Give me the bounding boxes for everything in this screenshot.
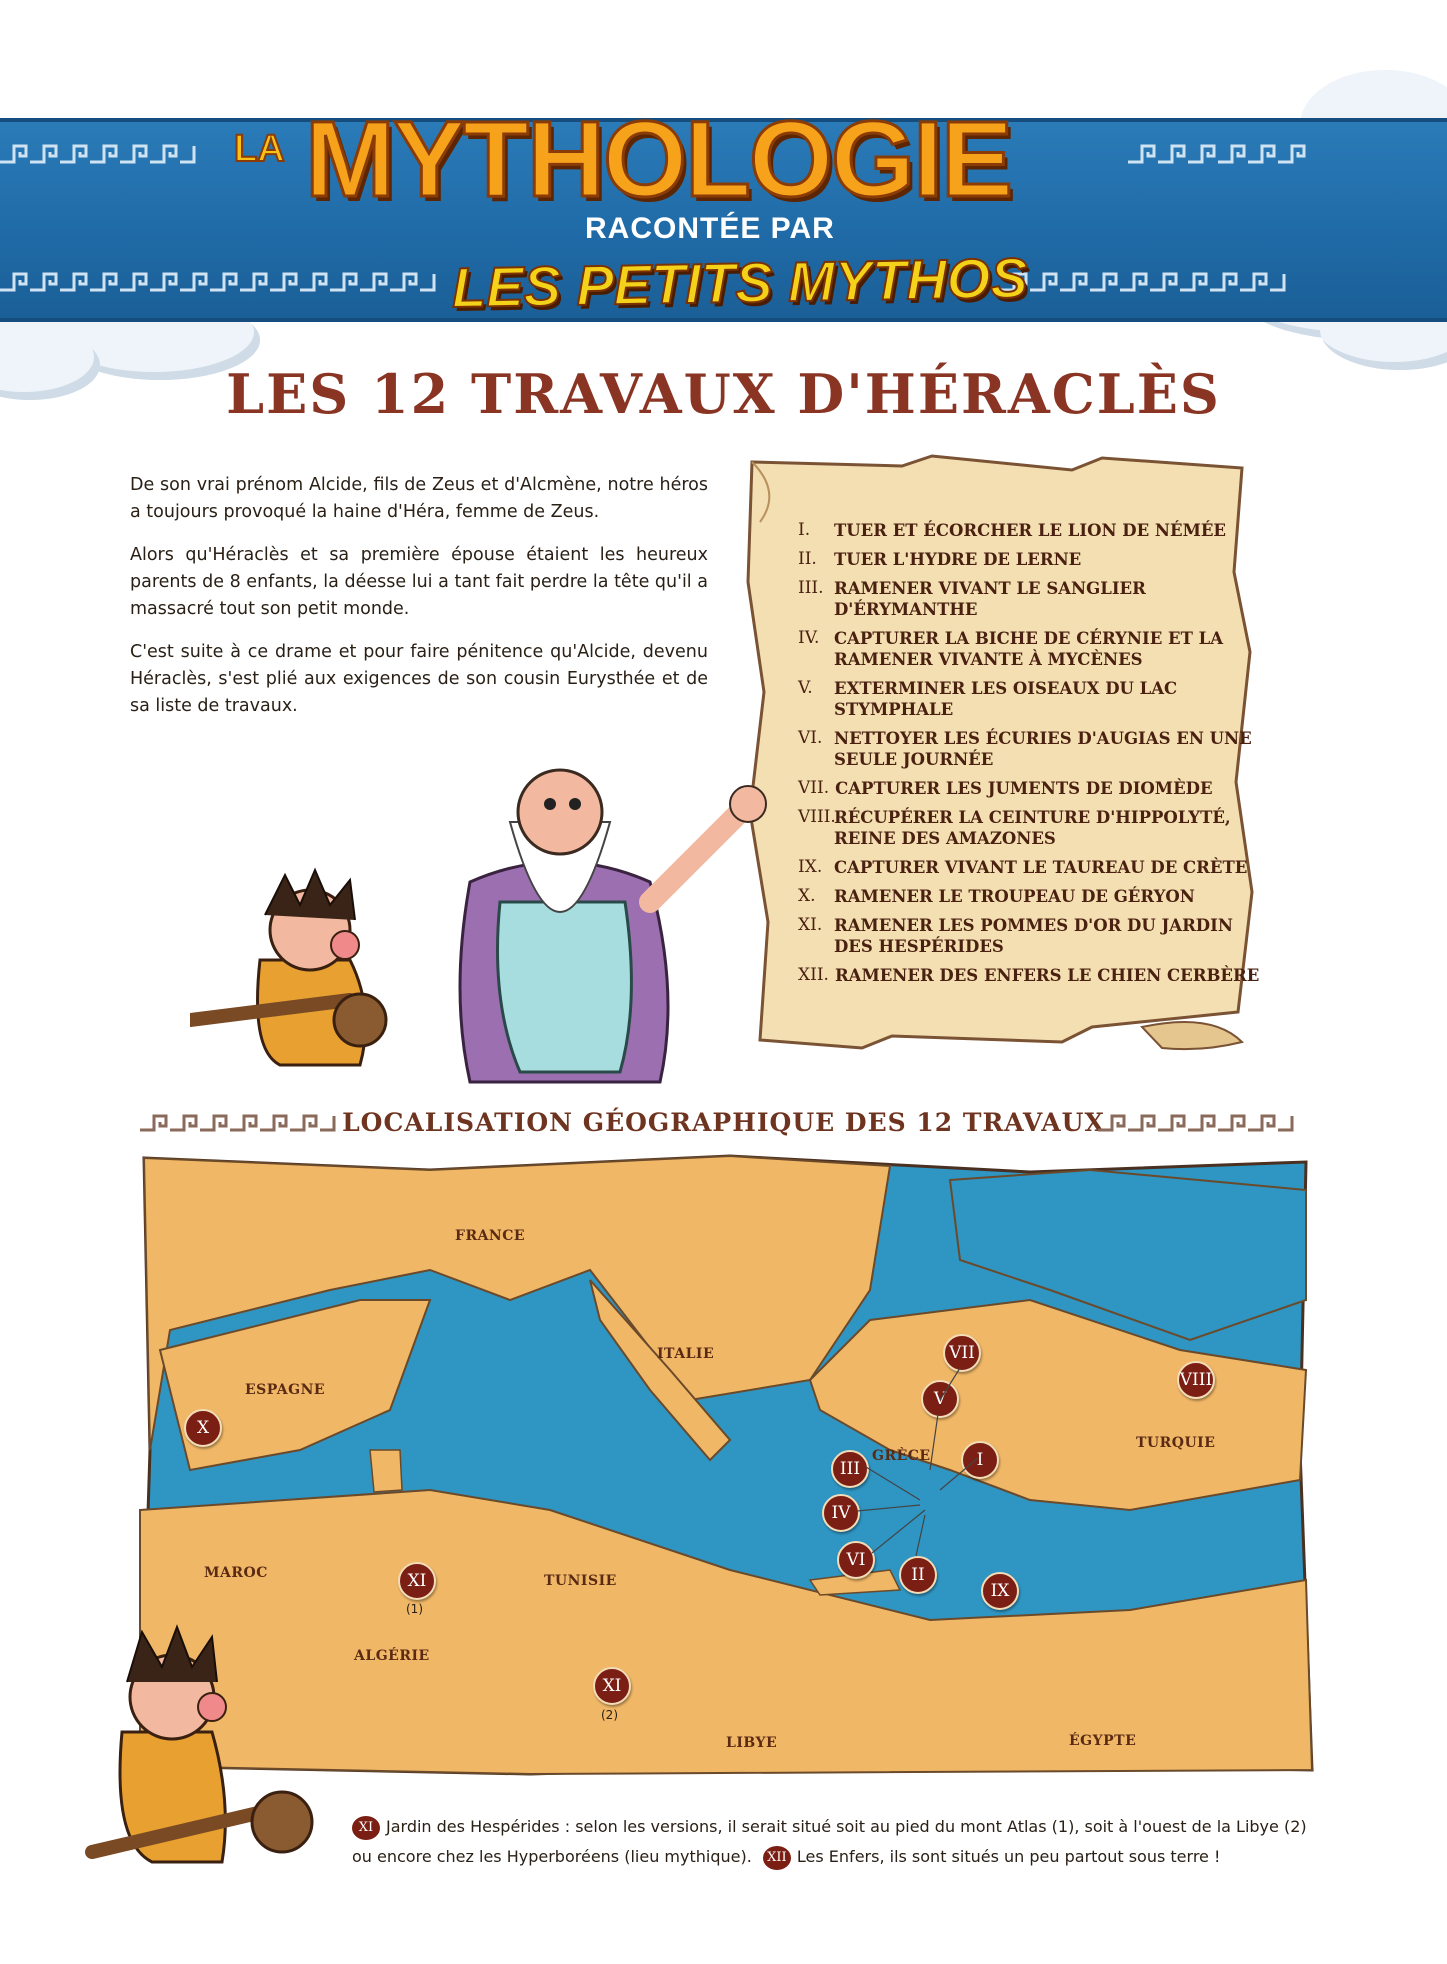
labor-number: XI.: [798, 915, 823, 935]
labor-marker-x: X: [184, 1409, 222, 1447]
page-title: LES 12 TRAVAUX D'HÉRACLÈS: [226, 362, 1221, 426]
labor-text: TUER ET ÉCORCHER LE LION DE NÉMÉE: [834, 521, 1226, 540]
logo-mythologie: MYTHOLOGIE: [305, 98, 1011, 219]
labor-item: [798, 578, 1268, 620]
labors-list: [798, 520, 1268, 994]
labor-text: RÉCUPÉRER LA CEINTURE D'HIPPOLYTÉ, REINE DES AMAZONES: [834, 808, 1231, 848]
labor-item: [798, 520, 1268, 541]
labor-number: V.: [798, 678, 813, 698]
map-label-maroc: MAROC: [204, 1565, 268, 1581]
labor-number: II.: [798, 549, 817, 569]
greek-key-ornament: [0, 268, 440, 294]
labor-marker-viii: VIII: [1177, 1361, 1215, 1399]
map-label-tunisie: TUNISIE: [544, 1573, 617, 1589]
footnote-text-xi: Jardin des Hespérides : selon les versions, il serait situé soit au pied du mont Atlas (1), soit à l'ouest de la Libye (2) ou encore chez les Hyperboréens (lieu mythique).: [352, 1817, 1307, 1866]
labor-marker-xi-1: XI: [398, 1562, 436, 1600]
labor-item: [798, 857, 1268, 878]
labor-text: CAPTURER LES JUMENTS DE DIOMÈDE: [835, 779, 1213, 798]
greek-key-ornament: [1128, 140, 1328, 166]
labor-item: [798, 915, 1268, 957]
labor-marker-ii: II: [899, 1556, 937, 1594]
map-label-algerie: ALGÉRIE: [354, 1648, 430, 1664]
labor-item: [798, 728, 1268, 770]
labor-text: RAMENER DES ENFERS LE CHIEN CERBÈRE: [834, 966, 1260, 985]
footnote-marker-xii: XII: [763, 1846, 791, 1870]
caveman-illustration: [190, 860, 420, 1070]
intro-text: [130, 472, 708, 736]
map-section-title: LOCALISATION GÉOGRAPHIQUE DES 12 TRAVAUX: [342, 1108, 1105, 1137]
intro-paragraph: C'est suite à ce drame et pour faire pénitence qu'Alcide, devenu Héraclès, s'est plié aux exigences de son cousin Eurysthée et de sa liste de travaux.: [130, 642, 708, 716]
logo-la: LA: [234, 128, 285, 170]
labor-text: RAMENER LE TROUPEAU DE GÉRYON: [834, 887, 1195, 906]
labor-item: [798, 628, 1268, 670]
marker-note-2: (2): [601, 1708, 618, 1722]
labor-number: IV.: [798, 628, 820, 648]
labor-text: NETTOYER LES ÉCURIES D'AUGIAS EN UNE SEULE JOURNÉE: [834, 729, 1252, 769]
map-footnote: [352, 1812, 1312, 1872]
logo-racontee-par: RACONTÉE PAR: [585, 212, 835, 245]
labor-marker-vi: VI: [837, 1541, 875, 1579]
labor-marker-iii: III: [831, 1450, 869, 1488]
logo-les-petits-mythos: LES PETITS MYTHOS: [451, 245, 1029, 320]
labor-text: TUER L'HYDRE DE LERNE: [834, 550, 1082, 569]
labor-text: EXTERMINER LES OISEAUX DU LAC STYMPHALE: [834, 679, 1178, 719]
labor-number: VIII.: [798, 807, 836, 827]
labor-text: RAMENER VIVANT LE SANGLIER D'ÉRYMANTHE: [834, 579, 1146, 619]
footnote-marker-xi: XI: [352, 1816, 380, 1840]
labor-marker-xi-2: XI: [593, 1667, 631, 1705]
labor-marker-i: I: [961, 1441, 999, 1479]
map-label-italie: ITALIE: [657, 1346, 715, 1362]
labor-item: [798, 965, 1268, 986]
labor-text: RAMENER LES POMMES D'OR DU JARDIN DES HESPÉRIDES: [834, 916, 1233, 956]
greek-key-ornament: [0, 140, 200, 166]
map-label-egypte: ÉGYPTE: [1069, 1733, 1137, 1749]
map-label-libye: LIBYE: [726, 1735, 778, 1751]
labor-marker-vii: VII: [943, 1334, 981, 1372]
labor-marker-v: V: [921, 1380, 959, 1418]
map-label-grece: GRÈCE: [872, 1448, 931, 1464]
labor-number: I.: [798, 520, 811, 540]
greek-key-ornament: [1098, 1110, 1298, 1136]
labor-number: IX.: [798, 857, 823, 877]
labor-text: CAPTURER VIVANT LE TAUREAU DE CRÈTE: [834, 858, 1248, 877]
labor-number: VI.: [798, 728, 823, 748]
labor-item: [798, 886, 1268, 907]
marker-note-1: (1): [406, 1602, 423, 1616]
greek-key-ornament: [1000, 268, 1300, 294]
intro-paragraph: Alors qu'Héraclès et sa première épouse étaient les heureux parents de 8 enfants, la déesse lui a tant fait perdre la tête qu'il a massacré tout son petit monde.: [130, 545, 708, 619]
old-man-illustration: [410, 752, 780, 1092]
labor-text: CAPTURER LA BICHE DE CÉRYNIE ET LA RAMENER VIVANTE À MYCÈNES: [834, 629, 1224, 669]
labor-marker-ix: IX: [981, 1572, 1019, 1610]
labor-number: VII.: [798, 778, 830, 798]
labor-item: [798, 807, 1268, 849]
labor-number: III.: [798, 578, 824, 598]
caveman-illustration: [72, 1612, 342, 1872]
map-label-france: FRANCE: [455, 1228, 526, 1244]
labor-marker-iv: IV: [822, 1494, 860, 1532]
map-label-turquie: TURQUIE: [1136, 1435, 1216, 1451]
labor-number: XII.: [798, 965, 829, 985]
labor-item: [798, 549, 1268, 570]
labor-item: [798, 778, 1268, 799]
labor-number: X.: [798, 886, 816, 906]
footnote-text-xii: Les Enfers, ils sont situés un peu partout sous terre !: [796, 1847, 1221, 1866]
map-label-espagne: ESPAGNE: [245, 1382, 326, 1398]
labor-item: [798, 678, 1268, 720]
intro-paragraph: De son vrai prénom Alcide, fils de Zeus et d'Alcmène, notre héros a toujours provoqué la haine d'Héra, femme de Zeus.: [130, 475, 708, 522]
